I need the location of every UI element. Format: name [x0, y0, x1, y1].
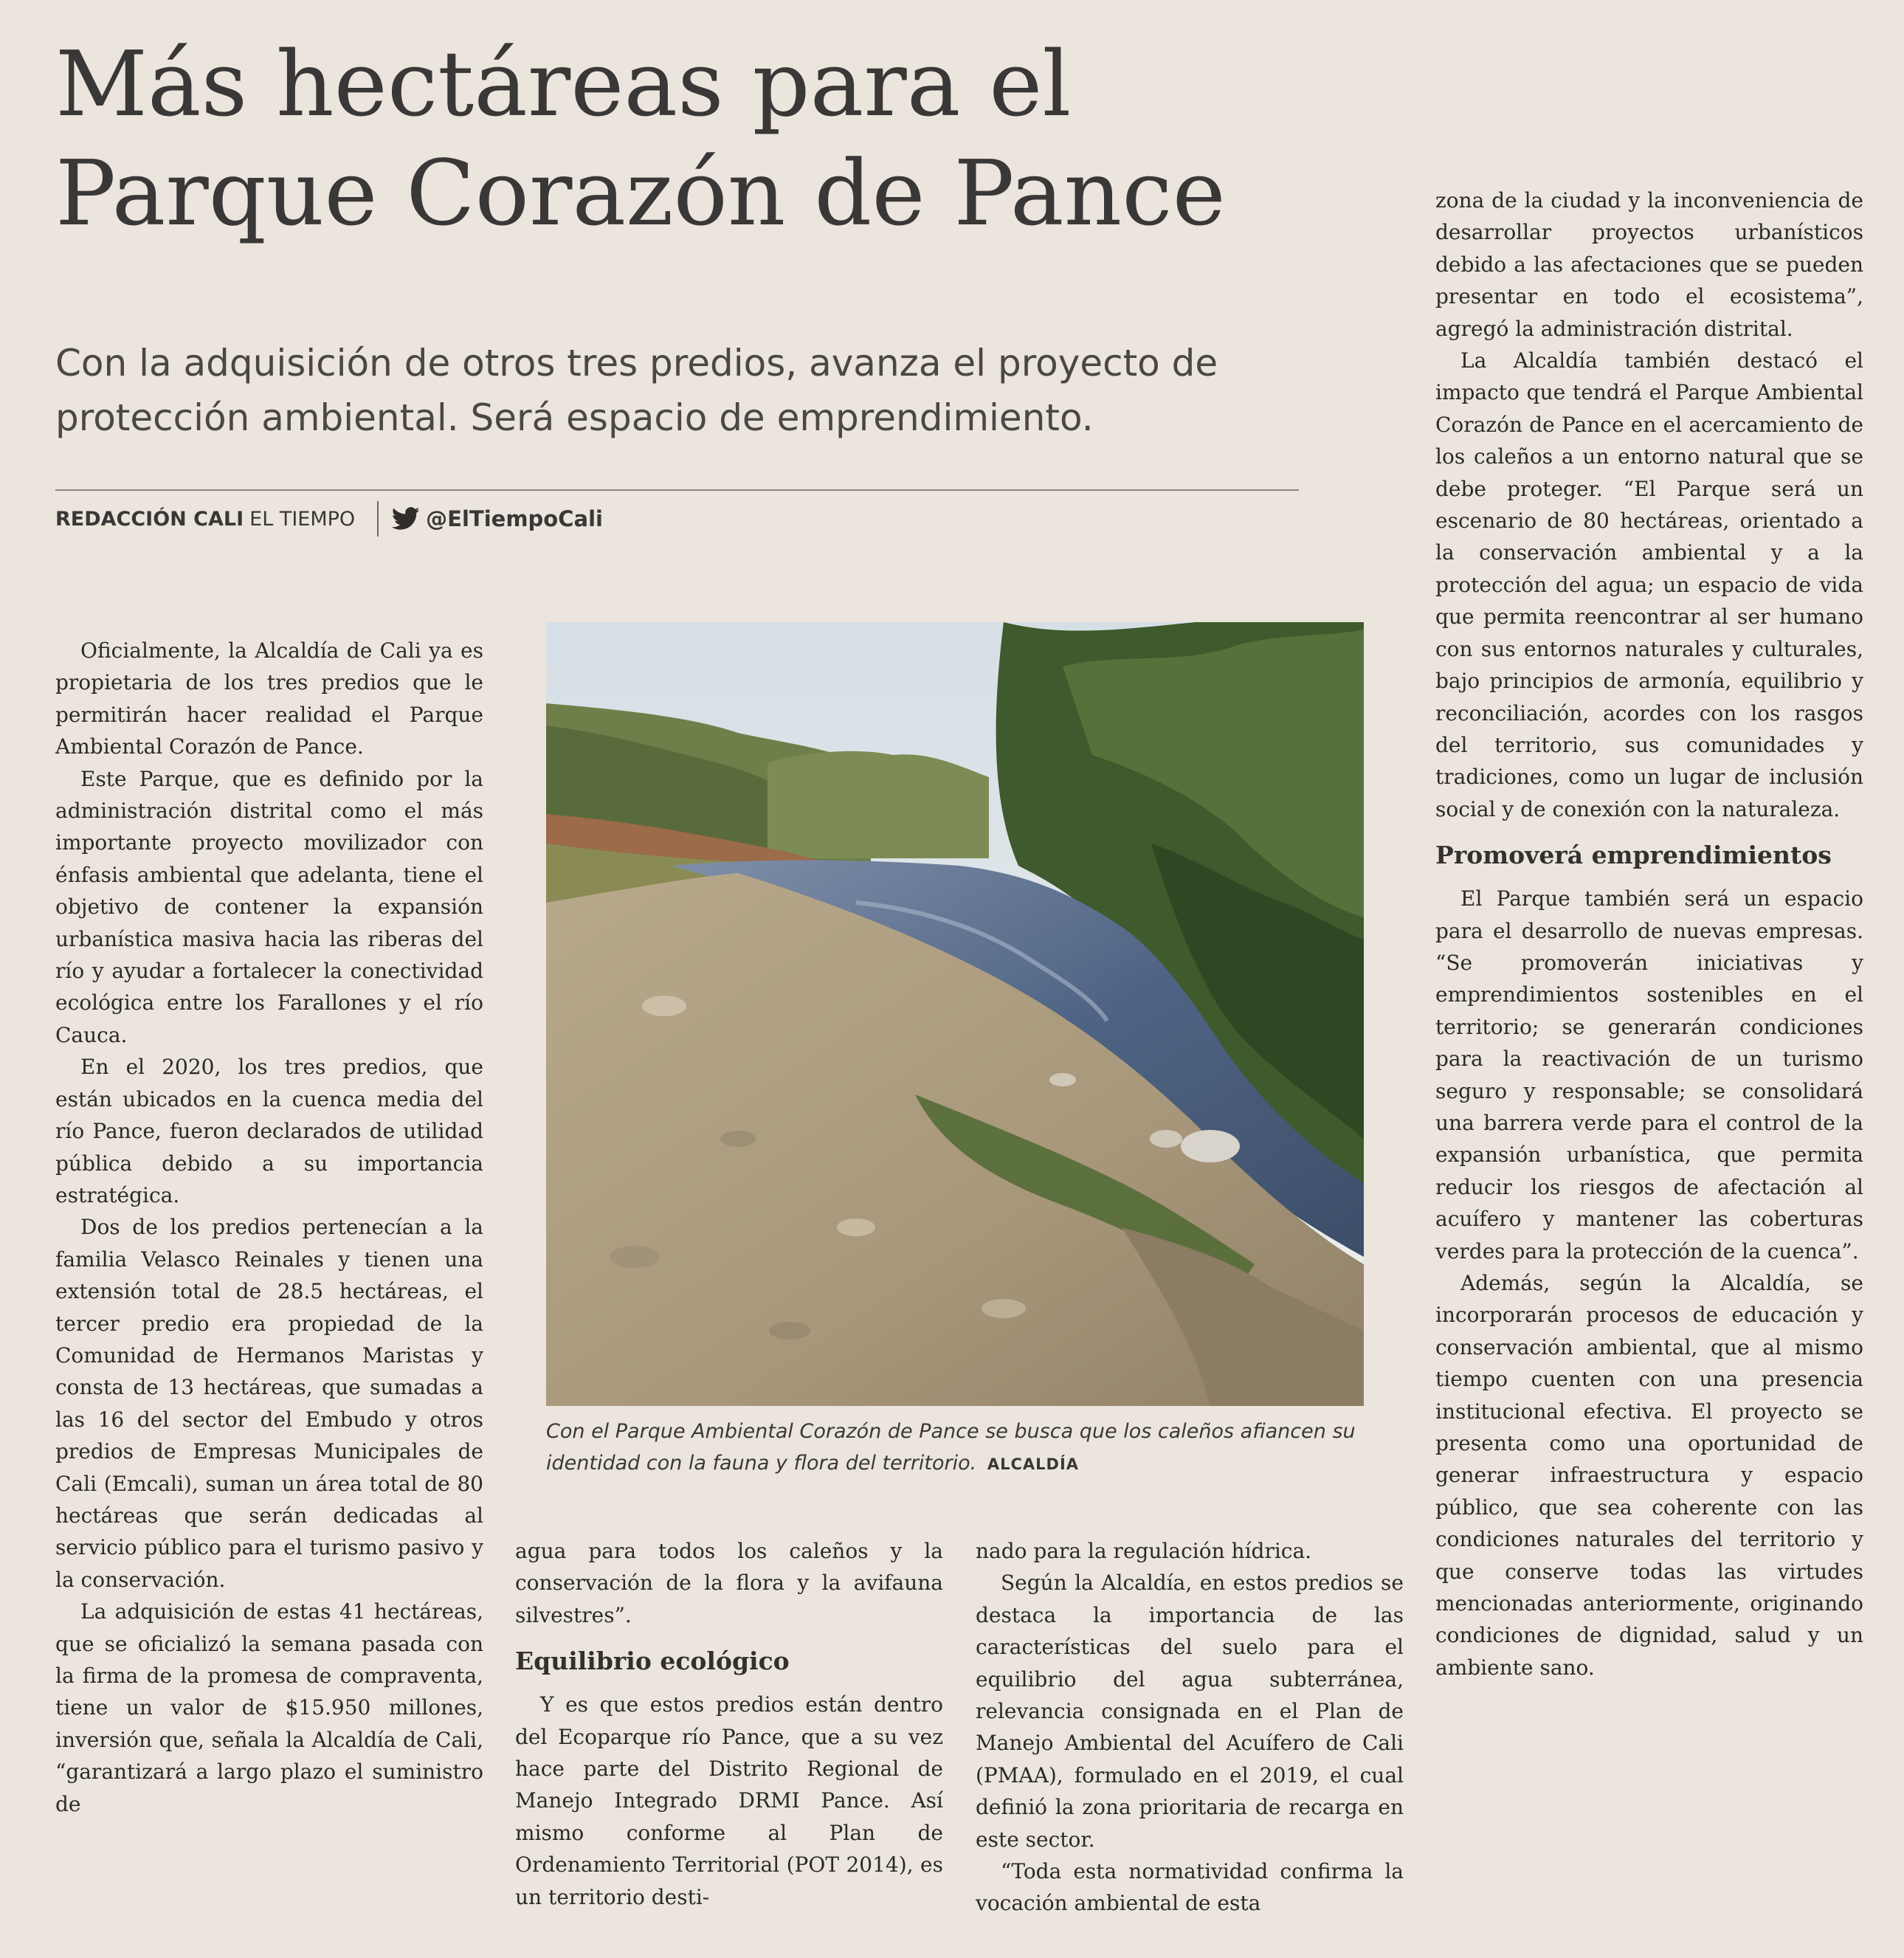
paragraph: Oficialmente, la Alcaldía de Cali ya es propietaria de los tres predios que le permitirán hacer realidad el Parque Ambiental Corazón de Pance.: [55, 638, 483, 759]
column-1: [55, 635, 483, 1820]
caption-text: Con el Parque Ambiental Corazón de Pance se busca que los caleños afiancen su identidad con la fauna y flora del territorio.: [546, 1420, 1356, 1475]
paragraph: Según la Alcaldía, en estos predios se destaca la importancia de las características del suelo para el equilibrio del agua subterránea, relevancia consignada en el Plan de Manejo Ambiental del Acuífero de Cali (PMAA), formulado en el 2019, el cual definió la zona prioritaria de recarga en este sector.: [976, 1571, 1404, 1852]
paragraph: La Alcaldía también destacó el impacto que tendrá el Parque Ambiental Corazón de Pance en el acercamiento de los caleños a un entorno natural que se debe proteger. “El Parque será un escenario de 80 hectáreas, orientado a la conservación ambiental y a la protección del agua; un espacio de vida que permita reencontrar al ser humano con sus entornos naturales y culturales, bajo principios de armonía, equilibrio y reconciliación, acordes con los rasgos del territorio, sus comunidades y tradiciones, como un lugar de inclusión social y de conexión con la naturaleza.: [1435, 348, 1863, 821]
paragraph: “Toda esta normatividad confirma la vocación ambiental de esta: [976, 1859, 1404, 1916]
paragraph: En el 2020, los tres predios, que están ubicados en la cuenca media del río Pance, fueron declarados de utilidad pública debido a su importancia estratégica.: [55, 1055, 483, 1207]
paragraph: El Parque también será un espacio para el desarrollo de nuevas empresas. “Se promoverán iniciativas y emprendimientos sostenibles en el territorio; se generarán condiciones para la reactivación de un turismo seguro y responsable; se consolidará una barrera verde para el control de la expansión urbanística, que permita reducir los riesgos de afectación al acuífero y mantener las coberturas verdes para la protección de la cuenca”.: [1435, 886, 1863, 1264]
section-heading: Equilibrio ecológico: [515, 1647, 790, 1676]
subhead: Con la adquisición de otros tres predios, avanza el proyecto de protección ambiental. Será espacio de emprendimiento.: [55, 342, 1218, 439]
article-photo: [546, 622, 1364, 1406]
column-3: [976, 1535, 1404, 1920]
twitter-icon: [392, 507, 420, 531]
headline: Más hectáreas para el Parque Corazón de Pance: [55, 32, 1226, 246]
byline-outlet: EL TIEMPO: [249, 507, 356, 531]
column-4: [1435, 185, 1863, 1683]
photo-credit: ALCALDÍA: [987, 1455, 1080, 1473]
byline-author: REDACCIÓN CALI: [55, 507, 244, 531]
paragraph: La adquisición de estas 41 hectáreas, que se oficializó la semana pasada con la firma de la promesa de compraventa, tiene un valor de $15.950 millones, inversión que, señala la Alcaldía de Cali, “garantizará a largo plazo el suministro de: [55, 1599, 483, 1816]
paragraph: nado para la regulación hídrica.: [976, 1539, 1312, 1563]
paragraph: agua para todos los caleños y la conservación de la flora y la avifauna silvestres”.: [515, 1539, 943, 1627]
paragraph: Dos de los predios pertenecían a la familia Velasco Reinales y tienen una extensión total de 28.5 hectáreas, el tercer predio era propiedad de la Comunidad de Hermanos Maristas y consta de 13 hectáreas, que sumadas a las 16 del sector del Embudo y otros predios de Empresas Municipales de Cali (Emcali), suman un área total de 80 hectáreas que serán dedicadas al servicio público para el turismo pasivo y la conservación.: [55, 1215, 483, 1592]
paragraph: Este Parque, que es definido por la administración distrital como el más importante proyecto movilizador con énfasis ambiental que adelanta, tiene el objetivo de contener la expansión urbanística masiva hacia las riberas del río y ayudar a fortalecer la conectividad ecológica entre los Farallones y el río Cauca.: [55, 766, 483, 1047]
byline-divider: [55, 489, 1299, 491]
section-heading: Promoverá emprendimientos: [1435, 841, 1832, 870]
paragraph: zona de la ciudad y la inconveniencia de desarrollar proyectos urbanísticos debido a las afectaciones que se pueden presentar en todo el ecosistema”, agregó la administración distrital.: [1435, 188, 1863, 341]
photo-caption: [546, 1416, 1365, 1480]
twitter-handle[interactable]: @ElTiempoCali: [426, 506, 603, 531]
paragraph: Además, según la Alcaldía, se incorporarán procesos de educación y conservación ambiental, que al mismo tiempo cuenten con una presencia institucional efectiva. El proyecto se presenta como una oportunidad de generar infraestructura y espacio público, que sea coherente con las condiciones naturales del territorio y que conserve todas las virtudes mencionadas anteriormente, originando condiciones de dignidad, salud y un ambiente sano.: [1435, 1271, 1863, 1680]
byline: [55, 500, 603, 537]
river-landscape-icon: [546, 622, 1364, 1406]
column-2: [515, 1535, 943, 1913]
byline-separator: [377, 501, 379, 537]
paragraph: Y es que estos predios están dentro del Ecoparque río Pance, que a su vez hace parte del Distrito Regional de Manejo Integrado DRMI Pance. Así mismo conforme al Plan de Ordenamiento Territorial (POT 2014), es un territorio desti-: [515, 1692, 943, 1909]
